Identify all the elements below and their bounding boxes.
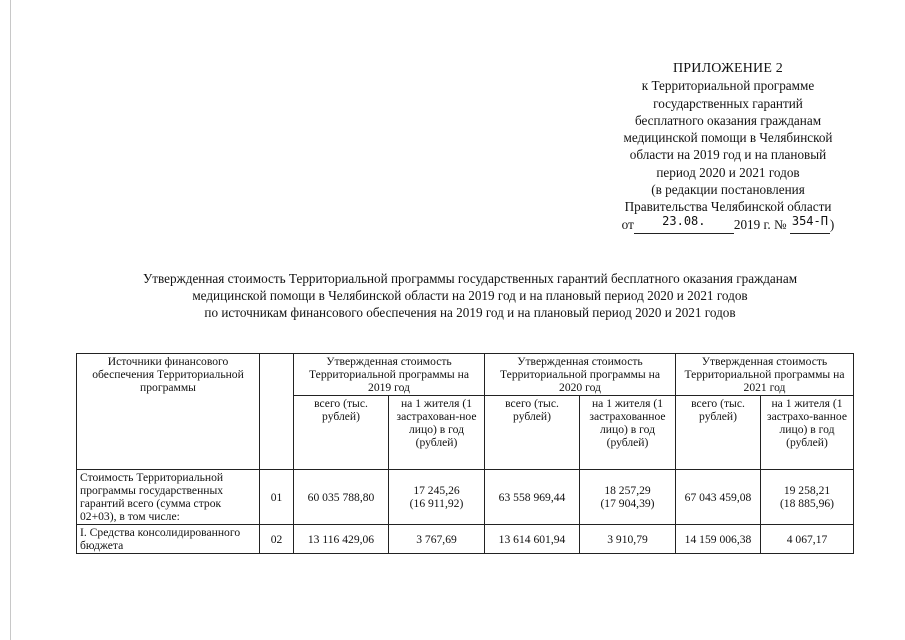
appendix-line: бесплатного оказания гражданам	[634, 112, 822, 128]
appendix-stamp	[598, 60, 858, 235]
subheader-per-capita-2021: на 1 жителя (1 застрахо-ванное лицо) в год (рублей)	[761, 396, 854, 470]
subheader-per-capita-2019: на 1 жителя (1 застрахован-ное лицо) в год (рублей)	[389, 396, 485, 470]
cell-total-2020: 13 614 601,94	[485, 525, 580, 554]
resolution-number: 354-П	[791, 213, 828, 228]
cell-per-capita-2021	[761, 470, 854, 525]
appendix-line: государственных гарантий	[653, 95, 803, 111]
cell-per-capita-2019: 3 767,69	[389, 525, 485, 554]
resolution-date-field	[634, 215, 734, 234]
cell-per-capita-2021: 4 067,17	[761, 525, 854, 554]
per-insured-value: (16 911,92)	[409, 497, 464, 510]
appendix-line: к Территориальной программе	[641, 78, 815, 94]
row-code: 02	[260, 525, 294, 554]
cell-total-2020: 63 558 969,44	[485, 470, 580, 525]
per-capita-value: 18 257,29	[604, 484, 651, 497]
appendix-line: период 2020 и 2021 годов	[656, 164, 800, 180]
appendix-line: области на 2019 год и на плановый	[629, 147, 827, 163]
subheader-per-capita-2020: на 1 жителя (1 застрахованное лицо) в год (рублей)	[580, 396, 676, 470]
subheader-total-2020: всего (тыс. рублей)	[485, 396, 580, 470]
table-row	[77, 525, 854, 554]
resolution-number-field	[790, 215, 830, 234]
cell-total-2021: 67 043 459,08	[676, 470, 761, 525]
heading-line: Утвержденная стоимость Территориальной программы государственных гарантий бесплатного оказания гражданам	[142, 271, 798, 286]
subheader-total-2019: всего (тыс. рублей)	[294, 396, 389, 470]
year-header-2019: Утвержденная стоимость Территориальной программы на 2019 год	[294, 354, 485, 396]
cell-total-2019: 60 035 788,80	[294, 470, 389, 525]
per-capita-value: 17 245,26	[413, 484, 460, 497]
cell-total-2021: 14 159 006,38	[676, 525, 761, 554]
per-insured-value: (18 885,96)	[779, 497, 835, 510]
resolution-date: 23.08.	[662, 213, 706, 228]
year-header-2020: Утвержденная стоимость Территориальной программы на 2020 год	[485, 354, 676, 396]
source-column-header: Источники финансового обеспечения Территориальной программы	[77, 354, 260, 470]
year-text: 2019 г. №	[733, 216, 787, 232]
document-heading	[60, 270, 880, 321]
closing-paren: )	[829, 216, 835, 232]
date-prefix: от	[621, 216, 634, 232]
heading-line: по источникам финансового обеспечения на 2019 год и на плановый период 2020 и 2021 годов	[204, 305, 736, 320]
row-source: Стоимость Территориальной программы государственных гарантий всего (сумма строк 02+03), в том числе:	[77, 470, 260, 525]
year-header-2021: Утвержденная стоимость Территориальной программы на 2021 год	[676, 354, 854, 396]
subheader-total-2021: всего (тыс. рублей)	[676, 396, 761, 470]
cell-total-2019: 13 116 429,06	[294, 525, 389, 554]
resolution-date-line	[598, 213, 858, 235]
table-header-row	[77, 354, 854, 396]
cost-table	[76, 353, 854, 554]
cell-per-capita-2020	[580, 470, 676, 525]
per-capita-value: 19 258,21	[783, 484, 831, 497]
code-column-header	[260, 354, 294, 470]
appendix-line: (в редакции постановления	[651, 182, 805, 198]
appendix-line: медицинской помощи в Челябинской	[623, 130, 833, 146]
heading-line: медицинской помощи в Челябинской области на 2019 год и на плановый период 2020 и 2021 годов	[192, 288, 748, 303]
scan-margin-line	[10, 0, 11, 640]
appendix-line: Правительства Челябинской области	[624, 199, 832, 215]
row-source: I. Средства консолидированного бюджета	[77, 525, 260, 554]
cell-per-capita-2019	[389, 470, 485, 525]
row-code: 01	[260, 470, 294, 525]
cell-per-capita-2020: 3 910,79	[580, 525, 676, 554]
table-row	[77, 470, 854, 525]
appendix-title: ПРИЛОЖЕНИЕ 2	[672, 61, 784, 76]
per-insured-value: (17 904,39)	[600, 497, 655, 510]
